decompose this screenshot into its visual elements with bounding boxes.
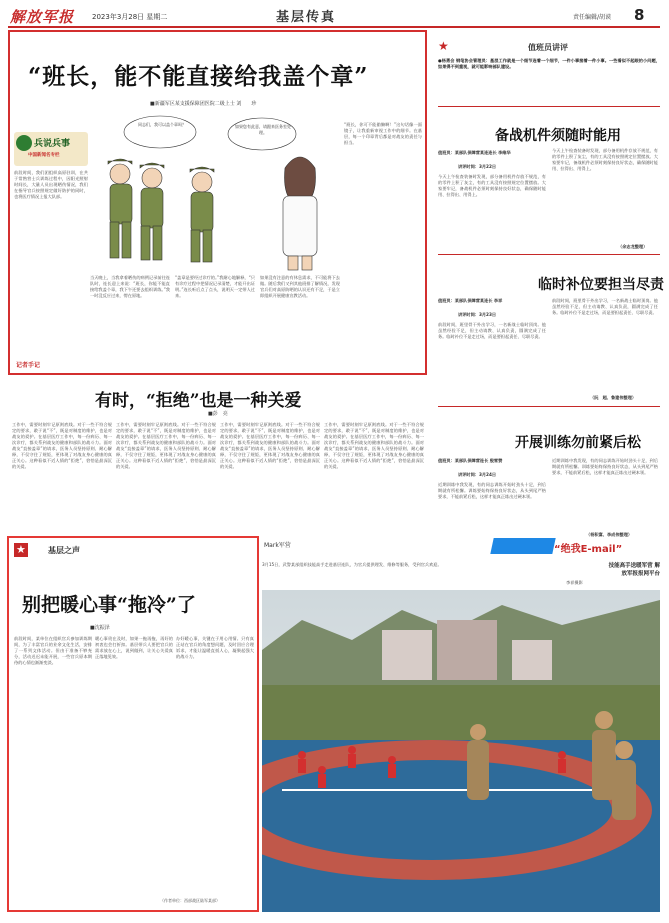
art1-col-1: 今天上午检查装备时发现，部分备用机件存放不规范，有的零件上积了灰尘，有的工具没有按照规定位置摆放。大家要牢记，备战机件必须时刻保持良好状态，确保随时能用、拉得出、用得上。 (438, 174, 546, 197)
art3-by: （杨积富、李成伟整理） (586, 532, 633, 537)
art2-col-1: 前段时间，班里骨干外出学习，一名新战士临时顶岗。他虽然经验不足，但主动请教、认真负责，圆满完成了任务。临时补位不是走过场，而是要担起责任、尽职尽责。 (438, 322, 546, 339)
email-body: 3月15日，武警某部组织技能高手走进基层连队，为官兵提供理发、维修等服务，受到官兵欢迎。 (262, 562, 442, 567)
article3-label-text: 基层之声 (48, 546, 80, 555)
photo-caption-label: Mark军营 (264, 542, 291, 549)
right-divider (438, 254, 660, 255)
article3-col-2: 暖心事贵在及时，如果一拖再拖，再好的初衷也会打折扣。基层带兵人要把官兵的需求放在心上，说到做到，让关心关爱真正落地见效。 (95, 636, 173, 659)
comic-drawing (90, 112, 340, 272)
main-photo (262, 590, 660, 912)
editors: 责任编辑/胡谟 (573, 14, 612, 21)
right-divider (438, 406, 660, 407)
art2-col-2: 前段时间，班里骨干外出学习，一名新战士临时顶岗。他虽然经验不足，但主动请教、认真负责，圆满完成了任务。临时补位不是走过场，而是要担起责任、尽职尽责。 (552, 298, 658, 315)
art3-col-2: 近期训练中我发现，有的同志训练开始时劲头十足，到后期就有所松懈。训练要始终保持良好状态，从头到尾严格要求，不能前紧后松，这样才能真正练出过硬本领。 (552, 458, 658, 475)
lead-col-2: 当天晚上，当我拿着晒伤的病例记录前往连队时，连长迎上来说：“班长，你能不能直接给我盖个章，我下午还要去组织训练。”我一时没反应过来，愣在原地。 (90, 275, 170, 298)
email-banner (492, 538, 660, 556)
star-icon: ★ (16, 543, 26, 556)
column-header (438, 40, 658, 54)
article3-col-1: 前段时间，某单位在组织官兵参加训练期间，为了丰富官兵的业余文化生活，安排了一系列文体活动。但由于准备不够充分，活动迟迟未能开展，一些官兵原本期待的心情也渐渐变淡。 (14, 636, 92, 665)
art3-source: 值班员：某部队保障营连长 殷雪赞 (438, 458, 503, 463)
article2-byline: ■彭 亮 (208, 411, 228, 417)
article3-col-3: 办好暖心事，关键在于用心用情。只有真正站在官兵的角度想问题，及时回应合理诉求，才能让温暖直抵人心，凝聚起强大的战斗力。 (176, 636, 254, 659)
art2-source: 值班员：某部队保障营某连长 李祥 (438, 298, 503, 303)
comic-bubble-1: 同志们，我可以盖个章吗？ (138, 122, 186, 127)
lead-col-5: “班长，你可不能偷懒啊！”这句话像一面镜子，让我重新审视工作中的细节。在基层，每一个印章背后都是对战友的责任与担当。 (344, 122, 422, 145)
email-banner-text: “绝我E-mail” (554, 544, 623, 555)
lead-byline: ■新疆军区某支援保障团医院二级上士 刘 珍 (150, 101, 257, 107)
lead-col-3: “盖章是要经过诊疗的。”我耐心地解释，“只有诊疗过程中把情况记录清楚，才能开出证明。”连长听后点了点头，说明天一定带人过来。 (175, 275, 255, 298)
art2-date: 讲评时间：3月23日 (458, 312, 497, 317)
art1-by: （余志龙整理） (618, 244, 648, 249)
star-icon: ★ (438, 39, 449, 53)
art2-by: （阮 超、鲁建伟整理） (590, 395, 637, 400)
art3-col-1: 近期训练中我发现，有的同志训练开始时劲头十足，到后期就有所松懈。训练要始终保持良好状态，从头到尾严格要求，不能前紧后松，这样才能真正练出过硬本领。 (438, 482, 546, 499)
article2-col-3: 工作中，需要时刻牢记原则底线。对于一些不符合规定的要求，敢于说“不”，既是对制度的维护，也是对战友的爱护。在基层医疗工作中，每一份病历、每一次诊疗，都关系到战友的健康和部队的战斗力。面对战友“直接盖章”的请求，医务人员坚持原则、耐心解释，不仅守住了规矩，更体现了对战友身心健康的真正关心。这种看似不近人情的“拒绝”，恰恰是最深沉的关爱。 (220, 422, 320, 469)
header-date: 2023年3月28日 星期二 (92, 13, 168, 21)
art1-date: 讲评时间：3月22日 (458, 164, 497, 169)
article3-title: 别把暖心事“拖冷”了 (22, 594, 196, 616)
comic-bubble-2: 如果您有此意，请跟来医务室处理。 (235, 124, 291, 135)
soldier-emblem-icon (16, 135, 32, 151)
comment-intro: ●杨勇会 钢笔协会管理员：基层工作就是一个细节连着一个细节，一件小事接着一件小事。一些看似不起眼的小问题，如果得不到重视，就可能影响部队建设。 (438, 58, 660, 69)
art1-source: 值班员：某部队保障营某连连长 李维华 (438, 150, 511, 155)
column-banner-title: 兵说兵事 (34, 139, 71, 149)
column-banner-sub: 中国新闻名专栏 (28, 153, 60, 158)
lead-col-1: 前段时间，我们团组织高原驻训，在共于常熟营士兵训练过程中，因阳光照射时间长，大量人员出现晒伤情况，我们在指导官兵按照规定做好防护的同时，也将医疗情况上报大队部。 (14, 170, 88, 199)
lead-subhead: 记者手记 (16, 362, 41, 369)
article2-col-4: 工作中，需要时刻牢记原则底线。对于一些不符合规定的要求，敢于说“不”，既是对制度的维护，也是对战友的爱护。在基层医疗工作中，每一份病历、每一次诊疗，都关系到战友的健康和部队的战斗力。面对战友“直接盖章”的请求，医务人员坚持原则、耐心解释，不仅守住了规矩，更体现了对战友身心健康的真正关心。这种看似不近人情的“拒绝”，恰恰是最深沉的关爱。 (324, 422, 424, 469)
article3-label (14, 543, 114, 557)
playground-photo (262, 590, 660, 912)
art3-date: 讲评时间：3月24日 (458, 472, 497, 477)
lead-col-4: 如果没有注意的有休息需求，不可能将下去做。随后我们又到其他班排了解情况，发现官兵们对高原防晒的认识还有不足，于是立即组织开展健康宣教活动。 (260, 275, 340, 298)
art1-col-2: 今天上午检查装备时发现，部分备用机件存放不规范，有的零件上积了灰尘，有的工具没有按照规定位置摆放。大家要牢记，备战机件必须时刻保持良好状态，确保随时能用、拉得出、用得上。 (552, 148, 658, 171)
masthead: 解放军报 (10, 8, 75, 26)
email-by: 李祥摄影 (566, 580, 583, 585)
article3-footer: （作者单位：西部战区陆军某部） (160, 898, 220, 903)
article2-col-2: 工作中，需要时刻牢记原则底线。对于一些不符合规定的要求，敢于说“不”，既是对制度的维护，也是对战友的爱护。在基层医疗工作中，每一份病历、每一次诊疗，都关系到战友的健康和部队的战斗力。面对战友“直接盖章”的请求，医务人员坚持原则、耐心解释，不仅守住了规矩，更体现了对战友身心健康的真正关心。这种看似不近人情的“拒绝”，恰恰是最深沉的关爱。 (116, 422, 216, 469)
article2-col-1: 工作中，需要时刻牢记原则底线。对于一些不符合规定的要求，敢于说“不”，既是对制度的维护，也是对战友的爱护。在基层医疗工作中，每一份病历、每一次诊疗，都关系到战友的健康和部队的战斗力。面对战友“直接盖章”的请求，医务人员坚持原则、耐心解释，不仅守住了规矩，更体现了对战友身心健康的真正关心。这种看似不近人情的“拒绝”，恰恰是最深沉的关爱。 (12, 422, 112, 469)
column-name: 值班员讲评 (528, 43, 568, 52)
art2-title: 临时补位要担当尽责 (538, 277, 664, 293)
article2-title: 有时，“拒绝”也是一种关爱 (95, 391, 302, 411)
email-title: 技能高手送暖军营 解放军报报网平台 (608, 563, 660, 577)
header-rule (8, 26, 660, 28)
column-banner (14, 132, 88, 166)
page-number: 8 (634, 6, 645, 24)
article3-byline: ■沈振泽 (90, 625, 110, 631)
email-logo (490, 538, 555, 554)
art1-title: 备战机件须随时能用 (495, 128, 621, 144)
section-title: 基层传真 (276, 10, 337, 25)
comic-illustration (90, 112, 340, 272)
right-divider (438, 106, 660, 107)
art3-title: 开展训练勿前紧后松 (515, 435, 641, 451)
lead-title: “班长，能不能直接给我盖个章” (28, 63, 369, 90)
